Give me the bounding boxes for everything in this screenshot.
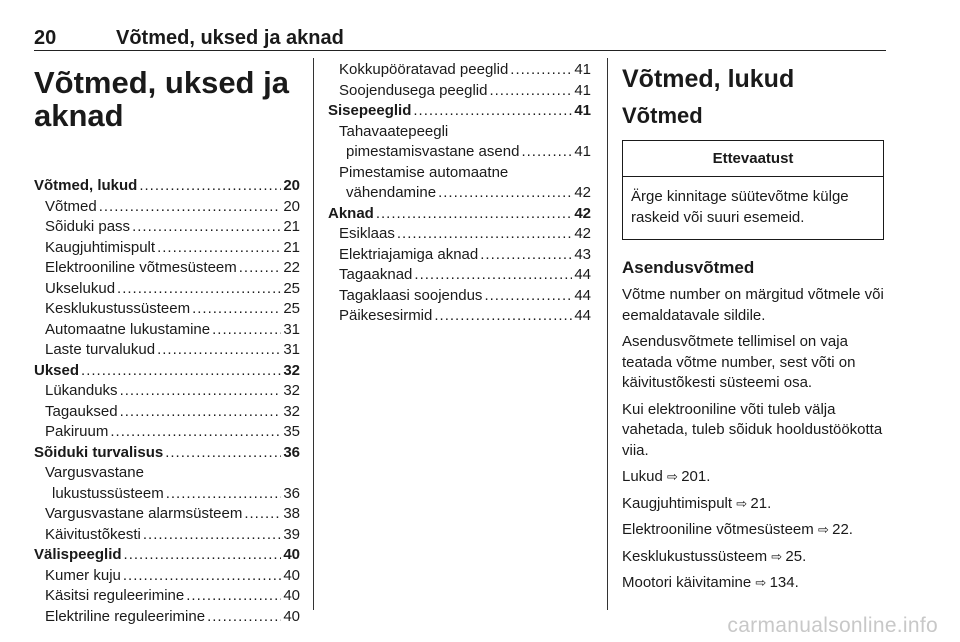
cross-reference[interactable] xyxy=(622,494,884,515)
toc-entry-label: Sõiduki pass xyxy=(45,218,131,235)
toc-entry-label: Lükanduks xyxy=(45,382,118,399)
chapter-title-line-1: Võtmed, uksed ja xyxy=(34,65,289,100)
toc-dot-leader xyxy=(124,545,282,566)
toc-dot-leader xyxy=(110,422,281,443)
toc-section-entry[interactable] xyxy=(34,545,300,566)
running-title: Võtmed, uksed ja aknad xyxy=(116,27,344,49)
caution-title: Ettevaatust xyxy=(623,141,883,177)
toc-section-entry[interactable] xyxy=(34,361,300,382)
header-divider xyxy=(34,50,886,51)
toc-entry-label: Esiklaas xyxy=(339,225,395,242)
toc-entry-label: Välispeeglid xyxy=(34,546,122,563)
toc-entry-label: lukustussüsteem xyxy=(52,484,164,502)
toc-page-number: 40 xyxy=(283,587,300,604)
toc-page-number: 40 xyxy=(283,546,300,563)
cross-reference-page: 25. xyxy=(785,547,807,565)
toc-page-number: 44 xyxy=(574,266,591,283)
cross-reference-page: 21. xyxy=(750,494,772,512)
arrow-reference-icon: ⇨ xyxy=(817,522,829,537)
toc-page-number: 31 xyxy=(283,341,300,358)
chapter-title xyxy=(34,66,300,132)
toc-dot-leader xyxy=(239,258,282,279)
toc-entry-label: Automaatne lukustamine xyxy=(45,320,211,338)
arrow-reference-icon: ⇨ xyxy=(736,495,748,511)
toc-entry[interactable] xyxy=(34,402,300,423)
toc-dot-leader xyxy=(414,265,572,286)
toc-dot-leader xyxy=(480,245,572,266)
toc-dot-leader xyxy=(120,402,282,423)
toc-page-number: 32 xyxy=(283,382,300,399)
toc-section-entry[interactable] xyxy=(34,176,300,197)
toc-entry[interactable] xyxy=(34,525,300,546)
toc-section-entry[interactable] xyxy=(328,101,591,122)
toc-entry[interactable] xyxy=(328,286,591,307)
toc-dot-leader xyxy=(99,197,282,218)
toc-entry[interactable] xyxy=(34,320,300,341)
toc-entry[interactable] xyxy=(34,217,300,238)
toc-entry[interactable] xyxy=(34,258,300,279)
toc-page-number: 25 xyxy=(283,279,300,297)
toc-entry-label: Uksed xyxy=(34,361,80,379)
toc-dot-leader xyxy=(166,484,282,505)
toc-entry-label: vähendamine xyxy=(346,184,437,201)
toc-entry[interactable] xyxy=(34,381,300,402)
toc-entry[interactable] xyxy=(34,607,300,628)
toc-page-number: 21 xyxy=(283,218,300,235)
toc-entry-label: Elektriajamiga aknad xyxy=(339,245,479,263)
toc-dot-leader xyxy=(244,504,281,525)
arrow-reference-icon: ⇨ xyxy=(667,469,678,484)
toc-page-number: 44 xyxy=(574,307,591,324)
toc-dot-leader xyxy=(212,320,281,341)
toc-page-number: 42 xyxy=(574,204,591,222)
toc-list-2 xyxy=(328,60,591,327)
toc-entry[interactable] xyxy=(34,422,300,443)
cross-reference-page: 22. xyxy=(832,521,853,538)
toc-entry[interactable] xyxy=(34,197,300,218)
cross-reference-page: 201. xyxy=(681,468,711,485)
toc-dot-leader xyxy=(413,101,572,122)
toc-page-number: 41 xyxy=(574,81,591,99)
toc-entry[interactable] xyxy=(328,265,591,286)
toc-entry-label: Vargusvastane xyxy=(45,464,144,481)
toc-dot-leader xyxy=(484,286,572,307)
toc-page-number: 22 xyxy=(283,259,300,276)
toc-entry[interactable] xyxy=(34,238,300,259)
toc-entry-label: Tagaklaasi soojendus xyxy=(339,286,483,304)
cross-reference-text: Lukud xyxy=(622,468,663,485)
toc-dot-leader xyxy=(139,176,281,197)
toc-page-number: 43 xyxy=(574,245,591,263)
toc-dot-leader xyxy=(207,607,281,628)
toc-entry-label: Vargusvastane alarmsüsteem xyxy=(45,505,243,522)
toc-dot-leader xyxy=(157,238,281,259)
toc-entry-label: Pimestamise automaatne xyxy=(339,163,509,181)
toc-dot-leader xyxy=(186,586,281,607)
toc-dot-leader xyxy=(165,443,281,464)
toc-dot-leader xyxy=(117,279,281,300)
cross-reference[interactable] xyxy=(622,467,884,488)
cross-reference-list xyxy=(622,467,884,594)
toc-entry-label: Sõiduki turvalisus xyxy=(34,443,164,461)
toc-dot-leader xyxy=(192,299,281,320)
section-heading: Võtmed, lukud xyxy=(622,65,795,93)
toc-dot-leader xyxy=(521,142,572,163)
cross-reference-page: 134. xyxy=(769,574,799,591)
toc-entry[interactable] xyxy=(328,81,591,102)
toc-section-entry[interactable] xyxy=(328,204,591,225)
toc-page-number: 41 xyxy=(574,102,591,119)
toc-dot-leader xyxy=(434,306,572,327)
toc-page-number: 36 xyxy=(283,443,300,461)
toc-dot-leader xyxy=(397,224,572,245)
column-divider-1 xyxy=(313,58,314,610)
toc-entry-label: Pakiruum xyxy=(45,423,109,440)
toc-column-2 xyxy=(328,60,591,327)
toc-entry-label: Tagaaknad xyxy=(339,266,413,283)
toc-dot-leader xyxy=(120,381,282,402)
toc-entry-label: Elektrooniline võtmesüsteem xyxy=(45,259,237,276)
toc-entry-label: Kaugjuhtimispult xyxy=(45,238,156,256)
toc-entry-label: Kokkupööratavad peeglid xyxy=(339,61,509,78)
toc-entry[interactable] xyxy=(34,279,300,300)
toc-page-number: 35 xyxy=(283,423,300,440)
toc-page-number: 32 xyxy=(283,361,300,379)
cross-reference-text: Kaugjuhtimispult xyxy=(622,494,733,512)
caution-text: Ärge kinnitage süütevõtme külge raskeid või suuri esemeid. xyxy=(631,188,849,226)
toc-entry-label: Laste turvalukud xyxy=(45,341,156,358)
paragraph: Võtme number on märgitud võtmele või eemaldatavale sildile. xyxy=(622,286,884,324)
toc-entry-label: pimestamisvastane asend xyxy=(346,143,520,160)
toc-entry[interactable] xyxy=(328,60,591,81)
subsection-heading: Võtmed xyxy=(622,103,703,128)
toc-entry[interactable] xyxy=(34,484,300,505)
toc-dot-leader xyxy=(157,340,281,361)
toc-entry[interactable] xyxy=(34,340,300,361)
toc-page-number: 44 xyxy=(574,286,591,304)
toc-page-number: 42 xyxy=(574,225,591,242)
toc-entry[interactable] xyxy=(328,306,591,327)
toc-section-entry[interactable] xyxy=(34,443,300,464)
toc-page-number: 41 xyxy=(574,143,591,160)
cross-reference-text: Mootori käivitamine xyxy=(622,574,752,591)
toc-dot-leader xyxy=(510,60,572,81)
toc-page-number: 36 xyxy=(283,484,300,502)
toc-entry-label: Sisepeeglid xyxy=(328,102,412,119)
chapter-title-line-2: aknad xyxy=(34,98,124,133)
content-column xyxy=(622,60,884,600)
toc-entry[interactable] xyxy=(34,586,300,607)
toc-entry[interactable] xyxy=(328,183,591,204)
toc-entry[interactable] xyxy=(34,299,300,320)
toc-page-number: 31 xyxy=(283,320,300,338)
toc-page-number: 40 xyxy=(283,566,300,584)
toc-entry[interactable] xyxy=(328,142,591,163)
toc-entry-label: Aknad xyxy=(328,204,374,222)
toc-entry-label: Võtmed, lukud xyxy=(34,177,138,194)
toc-page-number: 20 xyxy=(283,177,300,194)
toc-dot-leader xyxy=(143,525,281,546)
toc-page-number: 38 xyxy=(283,505,300,522)
page-number: 20 xyxy=(34,27,57,49)
toc-entry-label: Päikesesirmid xyxy=(339,307,433,324)
toc-page-number: 25 xyxy=(283,300,300,317)
toc-entry[interactable] xyxy=(328,245,591,266)
cross-reference[interactable] xyxy=(622,573,884,594)
column-divider-2 xyxy=(607,58,608,610)
toc-page-number: 40 xyxy=(283,607,300,625)
toc-dot-leader xyxy=(376,204,572,225)
toc-entry-label: Elektriline reguleerimine xyxy=(45,607,206,625)
toc-dot-leader xyxy=(81,361,281,382)
toc-page-number: 42 xyxy=(574,184,591,201)
caution-box xyxy=(622,140,884,240)
toc-page-number: 39 xyxy=(283,525,300,543)
toc-page-number: 21 xyxy=(283,238,300,256)
toc-dot-leader xyxy=(438,183,572,204)
paragraph: Kui elektrooniline võti tuleb välja vahetada, tuleb sõiduk hooldustöökotta viia. xyxy=(622,400,883,459)
toc-page-number: 41 xyxy=(574,61,591,78)
paragraph: Asendusvõtmete tellimisel on vaja teatada võtme number, sest võti on käivitustõkesti süsteemi osa. xyxy=(622,333,856,391)
toc-entry-label: Soojendusega peeglid xyxy=(339,81,488,99)
toc-entry-label: Kumer kuju xyxy=(45,566,121,584)
cross-reference-text: Elektrooniline võtmesüsteem xyxy=(622,521,814,538)
toc-dot-leader xyxy=(123,566,281,587)
cross-reference-text: Kesklukustussüsteem xyxy=(622,547,768,565)
toc-entry-label: Tahavaatepeegli xyxy=(339,122,449,140)
toc-entry-label: Ukselukud xyxy=(45,279,116,297)
toc-column-1 xyxy=(34,60,300,627)
replacement-keys-heading: Asendusvõtmed xyxy=(622,258,755,277)
toc-entry-label: Tagauksed xyxy=(45,402,118,420)
toc-entry-label: Võtmed xyxy=(45,197,97,215)
toc-list-1 xyxy=(34,176,300,627)
toc-entry[interactable] xyxy=(34,504,300,525)
toc-entry[interactable] xyxy=(328,224,591,245)
toc-dot-leader xyxy=(132,217,281,238)
toc-page-number: 32 xyxy=(283,402,300,420)
watermark: carmanualsonline.info xyxy=(727,614,938,637)
toc-entry-label: Kesklukustussüsteem xyxy=(45,300,191,317)
toc-dot-leader xyxy=(489,81,572,102)
toc-entry-label: Käivitustõkesti xyxy=(45,525,141,543)
arrow-reference-icon: ⇨ xyxy=(755,575,767,590)
toc-page-number: 20 xyxy=(283,197,300,215)
cross-reference[interactable] xyxy=(622,520,884,541)
cross-reference[interactable] xyxy=(622,547,884,568)
toc-entry[interactable] xyxy=(34,566,300,587)
arrow-reference-icon: ⇨ xyxy=(771,548,783,564)
toc-entry-label: Käsitsi reguleerimine xyxy=(45,587,185,604)
